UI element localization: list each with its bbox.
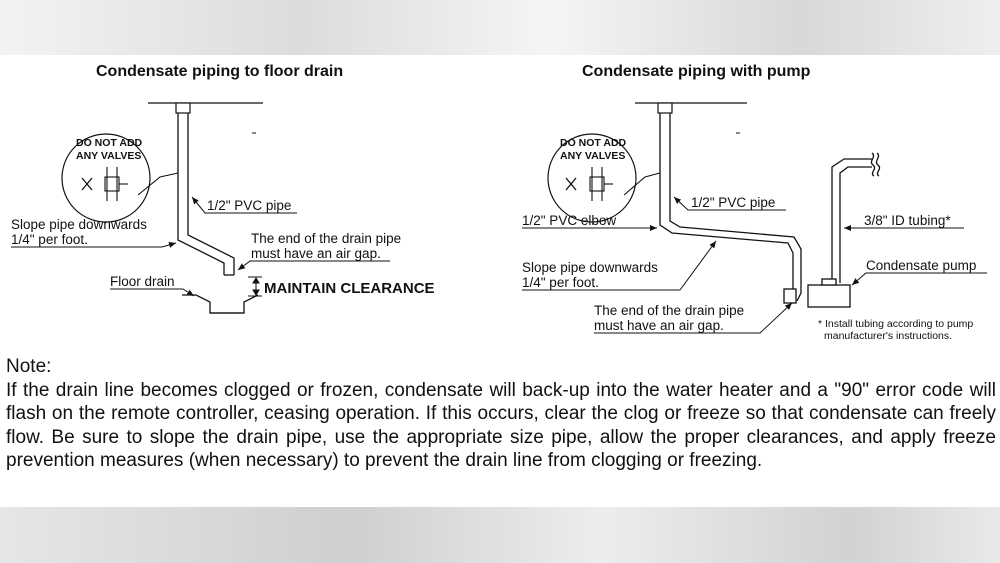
left-slope-line1: Slope pipe downwards (11, 217, 147, 232)
clearance-dimension (248, 277, 262, 296)
right-valve-warning-1: DO NOT ADD (560, 137, 627, 149)
left-floor-drain-label: Floor drain (110, 274, 175, 289)
left-no-valve-callout (62, 134, 178, 222)
left-valve-warning-1: DO NOT ADD (76, 137, 143, 149)
left-pipe-label: 1/2" PVC pipe (207, 198, 292, 213)
right-end-line1: The end of the drain pipe (594, 303, 745, 318)
left-end-line2: must have an air gap. (251, 246, 381, 261)
right-diagram (522, 63, 987, 342)
right-pump-label: Condensate pump (866, 258, 977, 273)
right-slope-line1: Slope pipe downwards (522, 260, 658, 275)
left-pipe-collar (176, 103, 190, 113)
left-panel-title: Condensate piping to floor drain (96, 63, 344, 80)
right-pump-leader (852, 273, 987, 285)
left-valve-warning-2: ANY VALVES (76, 150, 142, 162)
right-elbow-label: 1/2" PVC elbow (522, 213, 617, 228)
left-drain-pipe (178, 113, 234, 275)
left-slope-line2: 1/4" per foot. (11, 232, 88, 247)
document-sheet (0, 55, 1000, 507)
piping-diagrams (0, 55, 1000, 355)
maintain-clearance-label: MAINTAIN CLEARANCE (264, 280, 435, 297)
right-no-valve-callout (548, 134, 660, 222)
bottom-blur-band (0, 507, 1000, 563)
right-pipe-collar (658, 103, 672, 113)
left-diagram (11, 63, 435, 313)
note-text: If the drain line becomes clogged or frozen, condensate will back-up into the water heater and a "90" error code will flash on the remote controller, ceasing operation. If this occurs, clear the clog or freeze so that condensate can freely flow. Be sure to slope the drain pipe, use the appropriate size pipe, allow the proper clearances, and apply freeze prevention measures (when necessary) to prevent the drain line from clogging or freezing. (6, 379, 996, 471)
right-tubing-label: 3/8" ID tubing* (864, 213, 951, 228)
note-block (6, 355, 996, 473)
right-panel-title: Condensate piping with pump (582, 63, 811, 80)
top-blur-band (0, 0, 1000, 55)
right-slope-line2: 1/4" per foot. (522, 275, 599, 290)
left-floor-drain-leader (110, 289, 194, 296)
floor-drain-shape (182, 295, 258, 313)
right-footnote-line2: manufacturer's instructions. (824, 330, 953, 342)
right-end-line2: must have an air gap. (594, 318, 724, 333)
left-end-leader (238, 261, 390, 270)
condensate-pump (784, 279, 850, 307)
right-valve-warning-2: ANY VALVES (560, 150, 626, 162)
note-title: Note: (6, 356, 52, 377)
right-footnote-line1: * Install tubing according to pump (818, 318, 974, 330)
left-end-line1: The end of the drain pipe (251, 231, 402, 246)
right-pipe-label: 1/2" PVC pipe (691, 195, 776, 210)
